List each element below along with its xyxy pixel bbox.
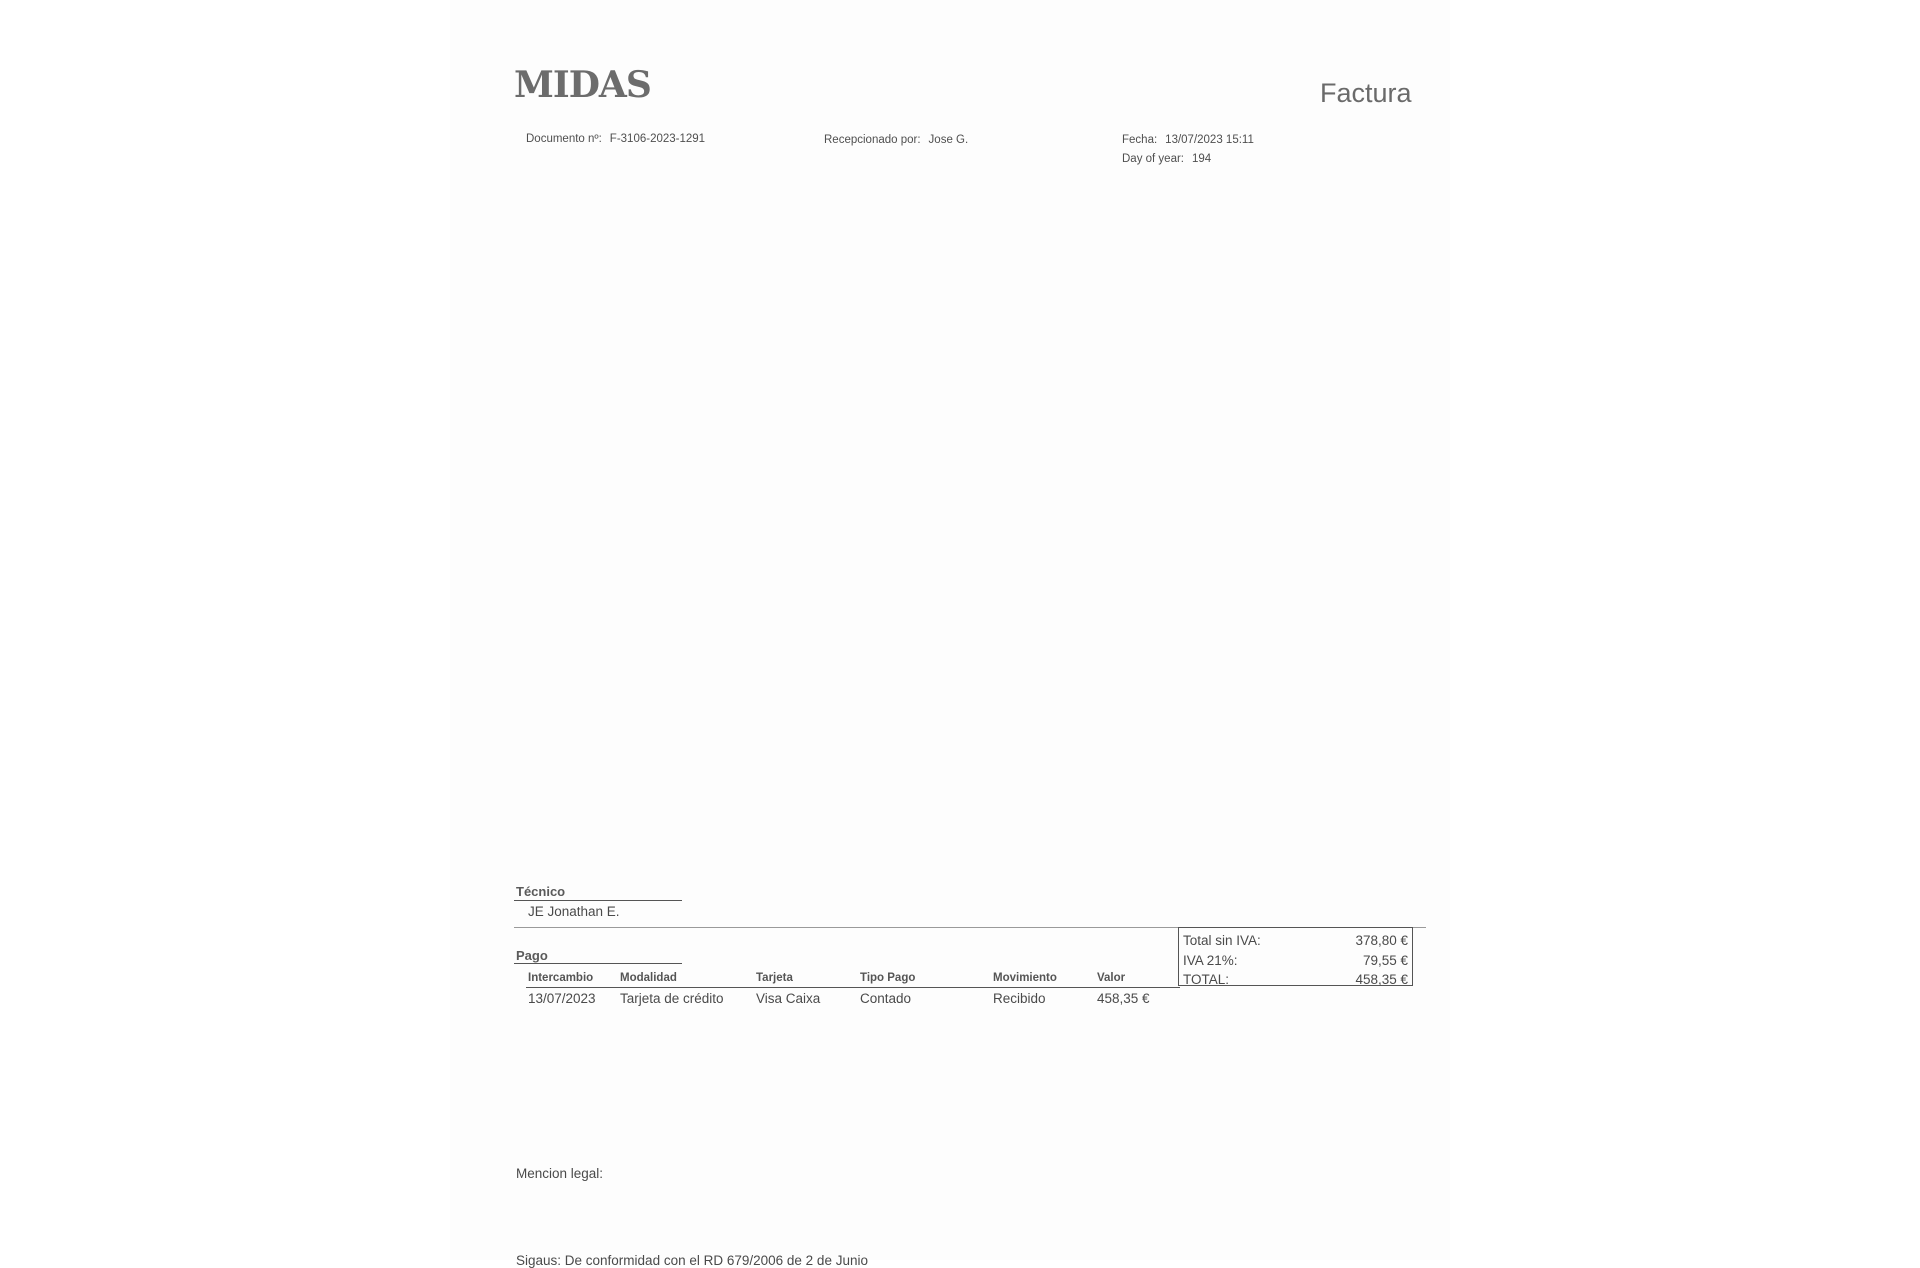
fecha (1122, 135, 1254, 147)
day-of-year-label: Day of year: (1122, 153, 1184, 165)
document-title: Factura (1320, 78, 1412, 108)
tecnico-heading: Técnico (516, 884, 566, 899)
recepcionado-label: Recepcionado por: (824, 134, 921, 146)
tecnico-value: JE Jonathan E. (528, 904, 620, 919)
row-tipo-pago: Contado (860, 991, 912, 1006)
sigaus-text: Sigaus: De conformidad con el RD 679/2006 de 2 de Junio (516, 1253, 868, 1268)
day-of-year-value: 194 (1192, 153, 1212, 165)
iva-label: IVA 21%: (1183, 952, 1238, 968)
iva-value: 79,55 € (1362, 952, 1408, 968)
pago-header-underline (526, 987, 1180, 988)
invoice-page (450, 0, 1450, 1260)
fecha-label: Fecha: (1122, 134, 1158, 146)
total-row (1183, 970, 1408, 990)
col-modalidad: Modalidad (620, 972, 677, 984)
totals-box (1178, 927, 1413, 986)
col-intercambio: Intercambio (528, 972, 594, 984)
col-valor: Valor (1097, 972, 1126, 984)
fecha-value: 13/07/2023 15:11 (1165, 134, 1254, 146)
row-tarjeta: Visa Caixa (756, 991, 821, 1006)
total-sin-iva-label: Total sin IVA: (1183, 933, 1261, 948)
mencion-legal: Mencion legal: (516, 1166, 604, 1181)
tecnico-underline (514, 900, 682, 901)
recepcionado-por (824, 135, 968, 147)
total-value: 458,35 € (1355, 972, 1408, 987)
row-movimiento: Recibido (993, 991, 1046, 1006)
pago-heading: Pago (516, 948, 548, 963)
midas-logo-image (514, 64, 651, 106)
documento-value: F-3106-2023-1291 (609, 133, 706, 145)
col-tipo-pago: Tipo Pago (860, 972, 916, 984)
row-intercambio: 13/07/2023 (528, 991, 596, 1006)
col-tarjeta: Tarjeta (756, 972, 793, 984)
iva-row (1183, 951, 1408, 971)
row-modalidad: Tarjeta de crédito (620, 991, 724, 1006)
row-valor: 458,35 € (1097, 991, 1150, 1006)
documento-label: Documento nº: (526, 133, 602, 145)
pago-underline (514, 963, 682, 964)
recepcionado-value: Jose G. (928, 134, 969, 146)
svg-text:MIDAS: MIDAS (514, 64, 651, 106)
col-movimiento: Movimiento (993, 972, 1057, 984)
day-of-year (1122, 154, 1211, 166)
documento-number (526, 134, 705, 146)
total-sin-iva-value: 378,80 € (1355, 933, 1408, 948)
total-label: TOTAL: (1183, 972, 1230, 987)
midas-logo (514, 64, 651, 110)
total-sin-iva-row (1183, 931, 1408, 951)
